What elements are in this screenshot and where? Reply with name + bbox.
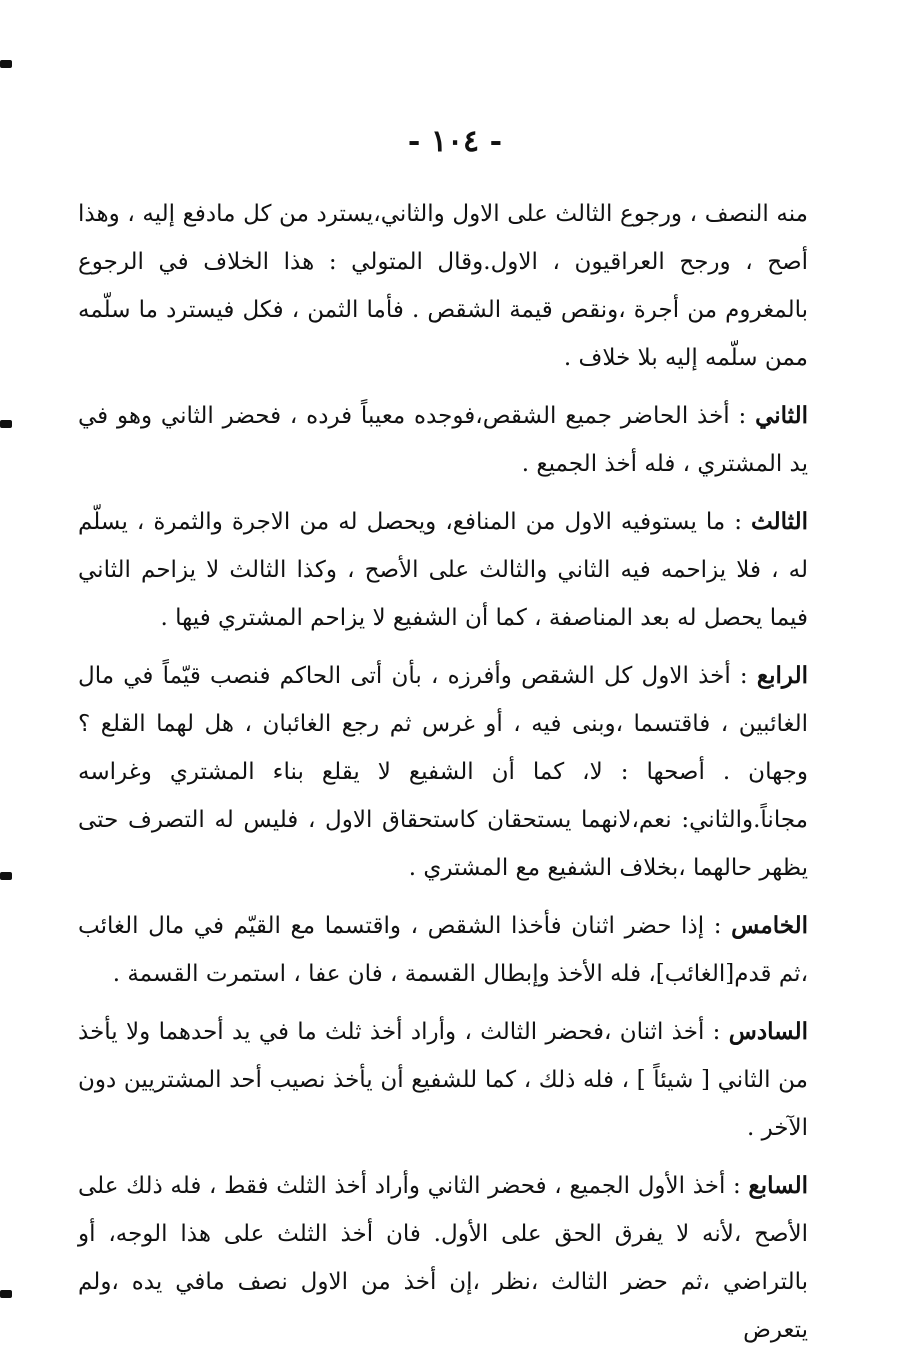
scan-margin-mark xyxy=(0,60,12,68)
paragraph-lead: الثاني xyxy=(755,402,808,429)
paragraph-lead: السادس xyxy=(728,1018,808,1045)
paragraph xyxy=(78,1162,808,1354)
paragraph-text: منه النصف ، ورجوع الثالث على الاول والثاني،يسترد من كل مادفع إليه ، وهذا أصح ، ورجح العراقيون ، الاول.وقال المتولي : هذا الخلاف في الرجوع بالمغروم من أجرة ،ونقص قيمة الشقص . فأما الثمن ، فكل فيسترد ما سلّمه ممن سلّمه إليه بلا خلاف . xyxy=(78,201,808,371)
paragraph-text: : أخذ الحاضر جميع الشقص،فوجده معيباً فرده ، فحضر الثاني وهو في يد المشتري ، فله أخذ الجميع . xyxy=(78,403,808,477)
paragraph-lead: الخامس xyxy=(731,912,808,939)
paragraph-lead: الرابع xyxy=(756,662,808,689)
paragraph xyxy=(78,902,808,998)
paragraph-text: : أخذ الاول كل الشقص وأفرزه ، بأن أتى الحاكم فنصب قيّماً في مال الغائبين ، فاقتسما ،وبنى فيه ، أو غرس ثم رجع الغائبان ، هل لهما القلع ؟ وجهان . أصحها : لا، كما أن الشفيع لا يقلع بناء المشتري وغراسه مجاناً.والثاني: نعم،لانهما يستحقان كاستحقاق الاول ، فليس له التصرف حتى يظهر حالهما ،بخلاف الشفيع مع المشتري . xyxy=(78,663,808,881)
paragraph-lead: السابع xyxy=(748,1172,808,1199)
paragraph xyxy=(78,392,808,488)
body-text xyxy=(78,190,808,1364)
page-number: - ١٠٤ - xyxy=(407,124,503,159)
paragraph-text: : أخذ الأول الجميع ، فحضر الثاني وأراد أخذ الثلث فقط ، فله ذلك على الأصح ،لأنه لا يفرق الحق على الأول. فان أخذ الثلث على هذا الوجه، أو بالتراضي ،ثم حضر الثالث ،نظر ،إن أخذ من الاول نصف مافي يده ،ولم يتعرض xyxy=(78,1173,808,1343)
scan-margin-mark xyxy=(0,1290,12,1298)
paragraph xyxy=(78,498,808,642)
paragraph xyxy=(78,652,808,892)
scan-margin-mark xyxy=(0,872,12,880)
paragraph-lead: الثالث xyxy=(751,508,808,535)
paragraph-text: : ما يستوفيه الاول من المنافع، ويحصل له من الاجرة والثمرة ، يسلّم له ، فلا يزاحمه فيه الثاني والثالث على الأصح ، وكذا الثالث لا يزاحم الثاني فيما يحصل له بعد المناصفة ، كما أن الشفيع لا يزاحم المشتري فيها . xyxy=(78,509,808,631)
paragraph-text: : إذا حضر اثنان فأخذا الشقص ، واقتسما مع القيّم في مال الغائب ،ثم قدم[الغائب]، فله الأخذ وإبطال القسمة ، فان عفا ، استمرت القسمة . xyxy=(78,913,808,987)
paragraph xyxy=(78,190,808,382)
paragraph xyxy=(78,1008,808,1152)
scan-margin-mark xyxy=(0,420,12,428)
paragraph-text: : أخذ اثنان ،فحضر الثالث ، وأراد أخذ ثلث ما في يد أحدهما ولا يأخذ من الثاني [ شيئاً ] ، فله ذلك ، كما للشفيع أن يأخذ نصيب أحد المشتريين دون الآخر . xyxy=(78,1019,808,1141)
